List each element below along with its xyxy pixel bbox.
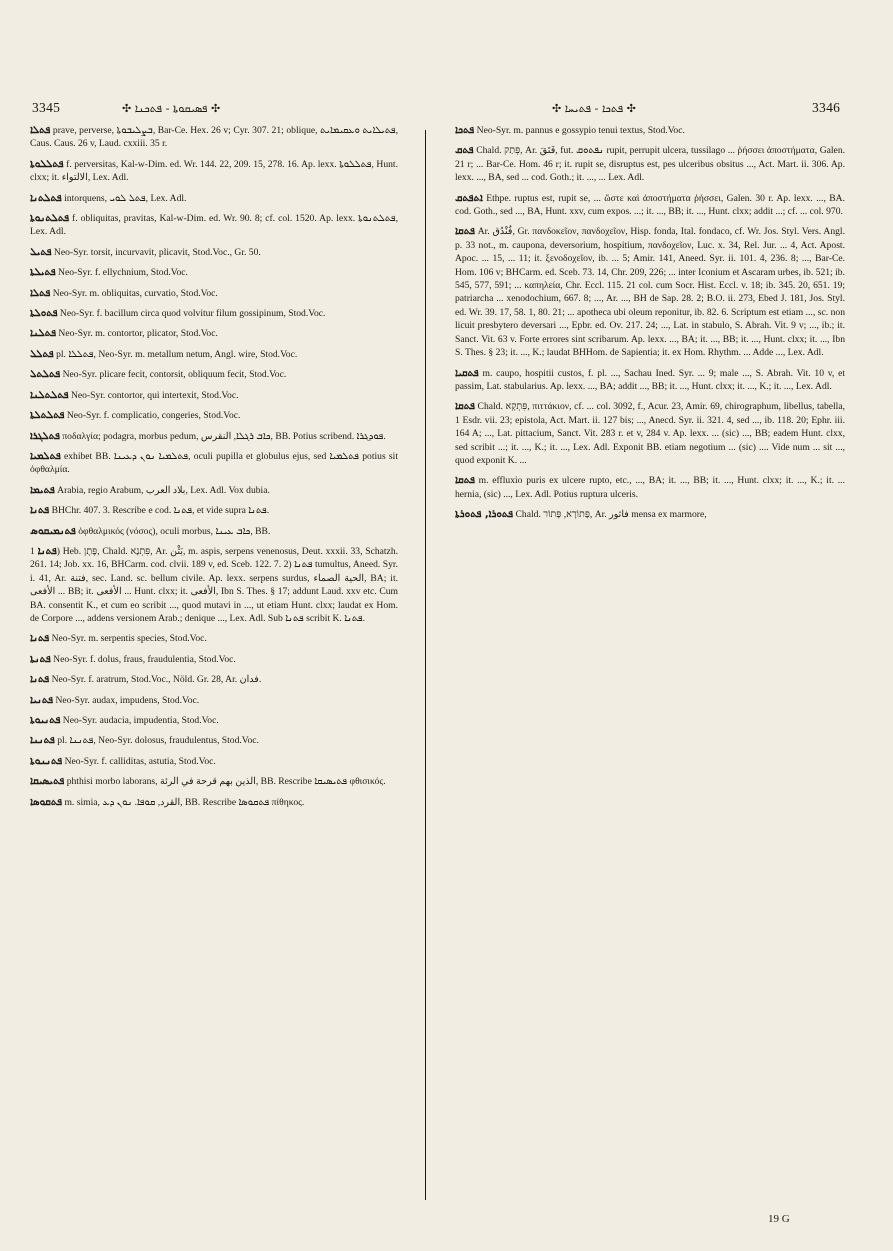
entry-lemma: ܐܬܦܬܩ	[455, 192, 483, 204]
entry-lemma: ܦܬܠܠܘܬܐ	[30, 158, 64, 170]
entry-text: Chald. פָּתוֹרָא, פָּתוֹר, Ar. فاثور mensa ex marmore,	[515, 509, 707, 521]
dictionary-entry	[30, 327, 398, 340]
entry-lemma: ܦܬܢܡܝܩܘܣ	[30, 525, 76, 537]
dictionary-entry	[30, 734, 398, 747]
entry-text: m. caupo, hospitii custos, f. pl. ..., Sachau Ined. Syr. ... 9; male ..., S. Abrah. Vit. 10 v, et passim, Lat. stabularius. Ap. lexx. ..., BA; addit ..., BB; it. ..., Hunt. clxx; it. ..., K.; it. ..., Lex. Adl.	[455, 367, 845, 392]
entry-text: f. perversitas, Kal-w-Dim. ed. Wr. 144. 22, 209. 15, 278. 16. Ap. lexx. ܦܬܠܠܘܬܐ, Hunt. clxx; it. الالتواء, Lex. Adl.	[30, 158, 398, 184]
entry-lemma: ܦܬܠܡܝܐ	[30, 450, 61, 462]
dictionary-entry	[30, 192, 398, 205]
entry-text: Neo-Syr. f. complicatio, congeries, Stod.Voc.	[66, 410, 241, 422]
dictionary-entry	[30, 632, 398, 645]
dictionary-entry	[30, 755, 398, 768]
entry-lemma: ܦܬܢܐ	[30, 633, 50, 645]
entry-lemma: ܦܬܠܬܢܐ	[30, 192, 62, 204]
entry-text: Neo-Syr. contortor, qui intertexit, Stod.Voc.	[70, 389, 239, 401]
entry-lemma: ܦܬܩܝܐ	[455, 367, 479, 379]
dictionary-entry	[30, 504, 398, 517]
entry-lemma: ܦܬܟܐ	[455, 125, 475, 136]
entry-lemma: ܦܬܩܐ	[455, 226, 475, 238]
dictionary-entry	[30, 653, 398, 666]
dictionary-entry	[455, 144, 845, 184]
entry-text: Neo-Syr. f. bacillum circa quod volvitur filum gossipinum, Stod.Voc.	[59, 308, 326, 320]
entry-text: Neo-Syr. plicare fecit, contorsit, obliquum fecit, Stod.Voc.	[62, 369, 287, 381]
entry-text: Ar. فُنْدُق, Gr. πανδοκεῖον, πανδοχεῖον, Hisp. fonda, Ital. fondaco, cf. Wr. Jos. Styl. Vers. Angl. p. 33 not., m. caupona, deversorium, hospitium, πανδοχεῖον, Luc. x. 34, Rel. Jur. ... 4, Act. Apost. Apoc. ... 15, ... 11; it. ξενοδοχεῖον, ib. ... 5; Amir. 141, Aneed. Syr. ii. 101. 4, 236. 8; ..., Bar-Ce. Hom. 106 v; BHCarm. ed. Sceb. 73. 14, Chr. 209, 226; ... inter Iconium et Ascaram urbes, ib. 521; ib. 545, 577, 591; ... καπηλεία, Chr. Eccl. 115. 21 col. cum Socr. Hist. Eccl. v. 18; ib. 345. 20, 651. 19; patriarcha ... xenodochium, 667. 8; ..., Ar. ..., BH de Sap. 28. 2; B.O. ii. 273, Ebed J. 181, Jos. Styl. ed. Wr. 39. 17, 58. 1, 80. 21; ... apotheca ubi oleum reponitur, ib. 82. 6. Scriptum est etiam ..., sc. non licuit presbytero deversari ..., Epbr. ed. Ov. 217. 24; ..., Lat. in stabulo, S. Abrah. Vit. 9 v; ..., ib.; it. Sanct. Vit. 63 v. Forte errores sint scribarum. Ap. lexx. ..., BA; it. ..., BB; it. ..., Hunt. clxx; it. ..., Ibn S. Thes. § 23; it. ..., K.; laudat BHHom. de Sapientia; it. ex Hom. Rhythm. ... Adde ..., Lex. Adl.	[455, 226, 845, 359]
entry-text: Neo-Syr. m. obliquitas, curvatio, Stod.Voc.	[52, 287, 218, 299]
entry-lemma: ܦܬܝܡܐ	[30, 484, 55, 496]
dictionary-entry	[30, 348, 398, 361]
entry-lemma: ܦܬܝܠ	[30, 246, 52, 258]
entry-lemma: ܦܬܢܬܐ	[30, 653, 51, 665]
entry-lemma: ܦܬܩܘܣܐ	[30, 796, 63, 808]
right-column	[455, 124, 845, 1191]
entry-lemma: ܦܬܢܐ	[30, 674, 50, 686]
entry-lemma: ܦܬܠܬܢܘܬܐ	[30, 213, 70, 225]
dictionary-entry	[30, 430, 398, 443]
dictionary-entry	[30, 714, 398, 727]
entry-lemma: ܦܬܝܠܬܐ	[30, 267, 56, 279]
entry-text: Neo-Syr. m. contortor, plicator, Stod.Voc.	[58, 328, 218, 340]
dictionary-entry	[30, 450, 398, 477]
entry-text: Arabia, regio Arabum, بلاد العرب, Lex. Adl. Vox dubia.	[57, 484, 270, 496]
right-page-number: 3346	[812, 100, 841, 115]
dictionary-entry	[30, 389, 398, 402]
entry-lemma: ܦܬܩܐ	[455, 401, 475, 413]
entry-text: pl. ܦܬܠܠܐ, Neo-Syr. m. metallum netum, Angl. wire, Stod.Voc.	[56, 348, 298, 360]
entry-text: Chald. פְּתַק, Ar. فَتَقَ, fut. ܢܦܬܘܩ rupit, perrupit ulcera, tussilago ... ῥήσσει ἀποστήματα, Galen. 21 r; ... Bar-Ce. Hom. 46 r; it. rupit se, disruptus est, pes ulceribus obsitus ..., Act. Mart. ii. 306. Ap. lexx. ..., BA, sed ... cod. Goth.; it. ..., ... Lex. Adl.	[455, 145, 845, 184]
dictionary-entry	[30, 545, 398, 625]
entry-text: intorquens, ܦܬܠ ܠܘܝ, Lex. Adl.	[64, 192, 187, 204]
dictionary-entry	[30, 796, 398, 809]
entry-lemma: ܦܬܠܐ	[30, 125, 51, 136]
left-page-number: 3345	[32, 100, 61, 115]
dictionary-entry	[30, 266, 398, 279]
left-running-title: ✣ ܦܣܝܩܘܬܐ - ܦܬܟܢܐ ✣	[122, 102, 221, 115]
entry-lemma: ܦܬܢܢܘܬܐ	[30, 755, 63, 767]
entry-text: Neo-Syr. m. pannus e gossypio tenui textus, Stod.Voc.	[476, 125, 685, 136]
dictionary-entry	[455, 225, 845, 359]
dictionary-entry	[30, 694, 398, 707]
entry-lemma: ܦܬܢܢܐ	[30, 735, 55, 747]
entry-text: 1) Heb. פֶּתֶן, Chald. פִּתְנָא, Ar. بَثْن, m. aspis, serpens venenosus, Deut. xxxii. 33, Schatzh. 261. 14; Job. xx. 16, BHCarm. cod. clvii. 189 v, ed. Sceb. 122. 7. 2) ܦܬܢܐ tumultus, Aneed. Syr. i. 41, Ar. فتنة, sec. Land. sc. bellum civile. Ap. lexx. serpens surdus, الحية الصماء, BA; it. الأفعى ... BB; it. الأفعى ... Hunt. clxx; it. الأفعى, Ibn S. Thes. § 17; addunt Laud. xxv etc. Cum BA. consentit K., et cum eo scribit ..., quod mutavi in ..., ut etiam Hunt. clxx; laudat ex Hom. de Corpore ..., addens versionem Arab.; denique ..., Lex. Adl. Sub ܦܬܢܐ scribit K. ܦܬܢܐ.	[30, 545, 398, 624]
dictionary-entry	[30, 158, 398, 185]
entry-lemma: ܦܬܩ	[455, 145, 474, 157]
entry-lemma: ܦܬܢܝܐ	[30, 694, 54, 706]
entry-text: BHChr. 407. 3. Rescribe e cod. ܦܬܢܐ, et vide supra ܦܬܢܐ.	[51, 505, 270, 517]
entry-lemma: ܦܬܢܐ	[30, 505, 50, 517]
dictionary-entry	[30, 307, 398, 320]
right-running-title: ✣ ܦܬܟܐ - ܦܬܝܚܐ ✣	[552, 102, 636, 115]
dictionary-entry	[455, 400, 845, 467]
entry-text: Neo-Syr. audax, impudens, Stod.Voc.	[55, 694, 200, 706]
entry-text: Neo-Syr. f. dolus, fraus, fraudulentia, Stod.Voc.	[53, 653, 236, 665]
signature-mark: 19 G	[768, 1213, 790, 1225]
entry-lemma: ܦܬܢܐ	[37, 545, 57, 557]
entry-text: m. effluxio puris ex ulcere rupto, etc., ..., BA; it. ..., BB; it. ..., Hunt. clxx; it. ..., K.; it. ... hernia, (sic) ..., Lex. Adl. Potius ruptura ulceris.	[455, 475, 845, 500]
dictionary-entry	[455, 508, 845, 521]
entry-lemma: ܦܬܠܬܠܬܐ	[30, 410, 65, 422]
entry-text: Neo-Syr. m. serpentis species, Stod.Voc.	[51, 633, 207, 645]
entry-lemma: ܦܬܢܝܘܬܐ	[30, 715, 61, 726]
dictionary-entry	[30, 484, 398, 497]
entry-lemma: ܦܬܠܬܠ	[30, 369, 61, 381]
dictionary-entry	[30, 409, 398, 422]
entry-text: pl. ܦܬܢܢܐ, Neo-Syr. dolosus, fraudulentus, Stod.Voc.	[57, 735, 259, 747]
entry-text: Neo-Syr. torsit, incurvavit, plicavit, Stod.Voc., Gr. 50.	[53, 246, 261, 258]
entry-lemma: ܦܬܠܓܪܐ	[30, 430, 60, 442]
dictionary-entry	[30, 124, 398, 151]
entry-text: m. simia, القرد, ܩܘܦܐ. ܢܘܢ ܕܥ, BB. Rescribe ܦܬܩܘܣܐ πίθηκος.	[64, 796, 305, 808]
entry-text: Ethpe. ruptus est, rupit se, ... ὥστε καὶ ἀποστήματα ῥήσσει, Galen. 30 r. Ap. lexx. ..., BA. cod. Goth., sed ..., BA, Hunt. xxv, cum expos. ...; it. ..., BB; it. ..., Hunt. clxx; addit ...; cf. ... col. 970.	[455, 192, 845, 218]
entry-text: ὀφθαλμικός (νόσος), oculi morbus, ܟܐܒ ܥܝܢܐ, BB.	[78, 525, 271, 537]
dictionary-entry	[455, 474, 845, 501]
dictionary-entry	[30, 287, 398, 300]
left-column	[30, 124, 398, 1191]
entry-text: prave, perverse, ܒܨܠܝܒܘܬܐ, Bar-Ce. Hex. 26 v; Cyr. 307. 21; oblique, ܦܬܝܠܐܝܬ ܘܥܩܝܡܐܝܬ, Caus. Caus. 26 v, Laud. cxxiii. 35 r.	[30, 125, 398, 150]
dictionary-entry	[30, 673, 398, 686]
entry-lemma: ܦܬܩܐ	[455, 475, 475, 487]
entry-text: Neo-Syr. f. calliditas, astutia, Stod.Voc.	[64, 755, 216, 767]
dictionary-entry	[30, 246, 398, 259]
entry-lemma: ܦܬܝܣܝܩܐ	[30, 776, 65, 788]
entry-text: Chald. פִּתְקָא, πιττάκιον, cf. ... col. 3092, f., Acur. 23, Amir. 69, chirographum, libellus, tabella, 1 Esdr. vii. 23; epistola, Act. Mart. ii. 127 bis; ..., Anecd. Syr. ii. 321. 4, sed ..., ib. 118. 20; Ephr. iii. 164 A; ..., Lat. pittacium, Sanct. Vit. 283 r. et v, 284 v. Ap. lexx. ... (sic) ..., BB; eadem Hunt. clxx, sed scribit ...; it. ..., K.; it. ..., Lex. Adl. Exponit BB. etiam negotium ... (sic) .... Vide num ... sit ..., quod exponit K. ...	[455, 401, 845, 466]
entry-text: phthisi morbo laborans, الذين بهم قرحة في الرئة, BB. Rescribe ܦܬܝܣܝܩܐ φθισικός.	[66, 776, 386, 788]
dictionary-entry	[455, 367, 845, 394]
dictionary-entry	[455, 192, 845, 219]
entry-text: f. obliquitas, pravitas, Kal-w-Dim. ed. Wr. 90. 8; cf. col. 1520. Ap. lexx. ܦܬܠܬܢܘܬܐ, Lex. Adl.	[30, 213, 398, 238]
entry-text: ποδαλγία; podagra, morbus pedum, ܟܐܒ ܪܓܠܐ, النقرس, BB. Potius scribend. ܦܘܕܓܪܐ.	[62, 430, 386, 442]
entry-lemma: ܦܬܠܢܐ	[30, 328, 56, 340]
dictionary-entry	[30, 525, 398, 538]
entry-text: exhibet BB. ܦܬܠܡܝܐ ܢܘܢ ܕܥܝܢܐ, oculi pupilla et globulus ejus, sed ܦܬܠܡܝܐ potius sit ὀφθαλμία.	[30, 450, 398, 476]
dictionary-entry	[455, 124, 845, 137]
entry-lemma: ܦܬܘܪܐ, ܦܬܘܪܬܐ	[455, 509, 514, 521]
entry-text: Neo-Syr. audacia, impudentia, Stod.Voc.	[62, 715, 219, 726]
entry-lemma: ܦܬܠܬܠܢܐ	[30, 389, 69, 401]
dictionary-entry	[30, 775, 398, 788]
entry-text: Neo-Syr. f. aratrum, Stod.Voc., Nöld. Gr. 28, Ar. فدان.	[51, 674, 262, 686]
entry-lemma: ܦܬܠܠ	[30, 348, 54, 360]
entry-lemma: ܦܬܠܐ	[30, 287, 51, 299]
entry-text: Neo-Syr. f. ellychnium, Stod.Voc.	[58, 267, 188, 279]
dictionary-entry	[30, 212, 398, 239]
dictionary-entry	[30, 368, 398, 381]
column-divider	[425, 130, 426, 1200]
entry-lemma: ܦܬܘܠܬܐ	[30, 308, 58, 320]
